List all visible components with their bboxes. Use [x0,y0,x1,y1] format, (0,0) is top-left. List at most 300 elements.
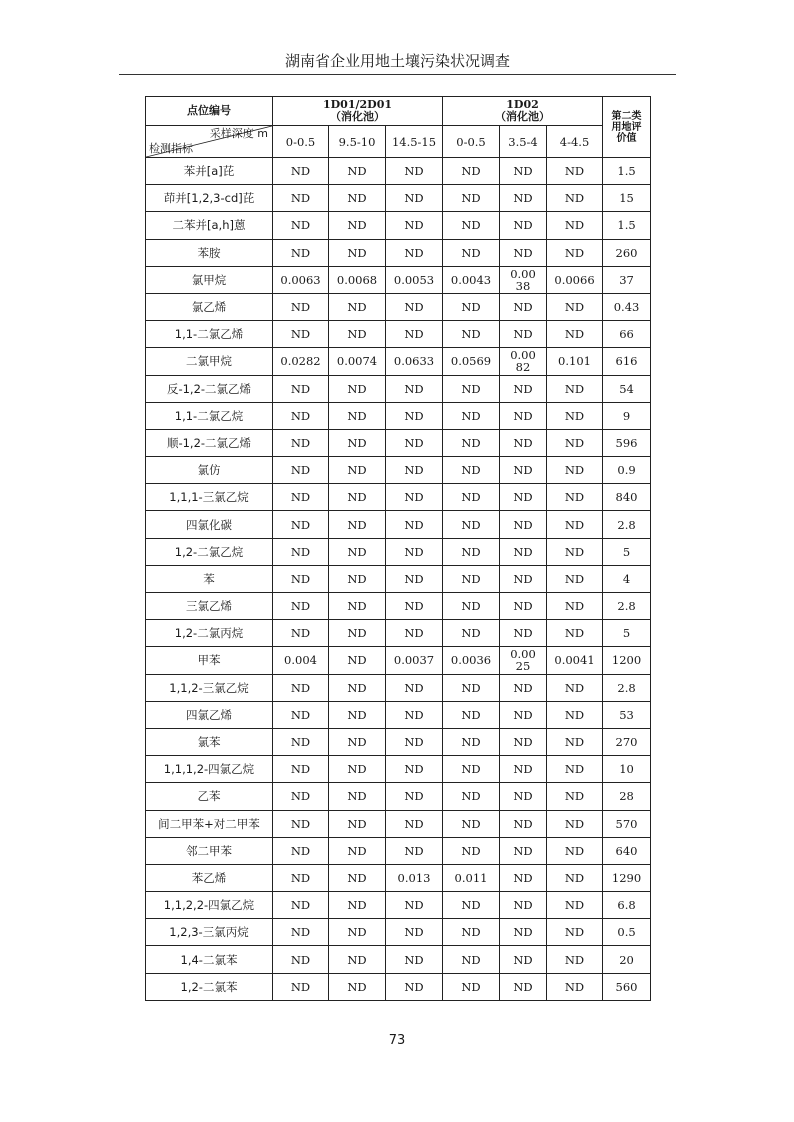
indicator-name: 茚并[1,2,3-cd]芘 [146,185,273,212]
table-row [146,239,651,266]
value-cell: ND [443,701,500,728]
value-cell: ND [329,973,386,1000]
group2-header [443,97,603,126]
value-cell: ND [500,457,547,484]
indicator-name: 1,2-二氯丙烷 [146,620,273,647]
value-cell: ND [500,701,547,728]
value-cell: 0.0037 [386,647,443,674]
value-cell: ND [273,429,329,456]
corner-label: 点位编号 [146,97,273,126]
value-cell: ND [443,484,500,511]
value-cell: 0.0074 [329,348,386,375]
table-row [146,375,651,402]
value-cell: 0.0043 [443,266,500,293]
value-cell: ND [329,538,386,565]
value-cell: ND [386,565,443,592]
table-row [146,756,651,783]
value-cell: ND [443,538,500,565]
header-row-1 [146,97,651,126]
table-row [146,946,651,973]
value-cell: ND [547,864,603,891]
value-cell: ND [443,946,500,973]
value-cell: ND [547,212,603,239]
value-cell [500,266,547,293]
depth-col-1: 0-0.5 [273,126,329,158]
table-row [146,266,651,293]
value-cell: ND [386,212,443,239]
value-cell: ND [547,457,603,484]
value-cell: ND [386,674,443,701]
value-cell: ND [500,973,547,1000]
value-cell: ND [329,158,386,185]
value-cell: ND [329,701,386,728]
value-cell: ND [386,701,443,728]
indicator-name: 氯甲烷 [146,266,273,293]
value-cell: ND [547,946,603,973]
table-row [146,457,651,484]
table-row [146,212,651,239]
standard-value-cell: 616 [603,348,651,375]
standard-value-cell: 1200 [603,647,651,674]
value-cell: ND [386,783,443,810]
value-cell: ND [273,810,329,837]
value-cell: ND [443,212,500,239]
value-cell: 0.0569 [443,348,500,375]
value-cell: ND [547,919,603,946]
standard-value-cell: 54 [603,375,651,402]
value-cell: ND [329,565,386,592]
standard-value-cell: 570 [603,810,651,837]
value-cell: ND [547,810,603,837]
value-text: 0.0082 [510,348,536,375]
standard-header-line2: 用地评 [611,121,642,133]
value-cell: ND [273,239,329,266]
value-cell: ND [547,402,603,429]
value-cell: ND [547,593,603,620]
standard-header-line1: 第二类 [611,110,642,122]
value-cell: ND [443,429,500,456]
value-cell: ND [273,158,329,185]
table-row [146,593,651,620]
indicator-name: 二苯并[a,h]蒽 [146,212,273,239]
value-cell: ND [500,484,547,511]
value-cell: ND [547,321,603,348]
indicator-name: 苯胺 [146,239,273,266]
table-row [146,620,651,647]
value-cell: ND [443,457,500,484]
value-cell: ND [547,701,603,728]
value-cell: ND [273,701,329,728]
depth-col-5: 3.5-4 [500,126,547,158]
indicator-name: 1,1,2,2-四氯乙烷 [146,892,273,919]
value-cell: ND [547,158,603,185]
value-cell: ND [386,756,443,783]
value-cell: ND [329,484,386,511]
indicator-name: 1,2,3-三氯丙烷 [146,919,273,946]
value-cell: ND [500,185,547,212]
table-row [146,674,651,701]
value-cell: ND [329,946,386,973]
indicator-name: 邻二甲苯 [146,837,273,864]
standard-value-cell: 53 [603,701,651,728]
indicator-name: 1,1-二氯乙烷 [146,402,273,429]
standard-value-cell: 260 [603,239,651,266]
table-row [146,321,651,348]
value-cell: ND [273,593,329,620]
value-cell: ND [273,837,329,864]
value-cell: ND [386,402,443,429]
depth-col-2: 9.5-10 [329,126,386,158]
indicator-name: 苯 [146,565,273,592]
value-cell: 0.0282 [273,348,329,375]
table-row [146,429,651,456]
depth-col-4: 0-0.5 [443,126,500,158]
value-cell: ND [443,756,500,783]
header-title: 湖南省企业用地土壤污染状况调查 [284,52,510,70]
standard-value-cell: 640 [603,837,651,864]
value-cell: ND [386,321,443,348]
value-cell: ND [329,756,386,783]
value-cell: ND [329,511,386,538]
value-cell: ND [500,293,547,320]
indicator-name: 1,2-二氯苯 [146,973,273,1000]
value-cell: ND [443,239,500,266]
group1-id: 1D01/2D01 [322,98,393,111]
value-cell: ND [500,783,547,810]
standard-value-cell: 20 [603,946,651,973]
value-cell: ND [386,239,443,266]
value-cell: ND [273,620,329,647]
value-cell: ND [547,620,603,647]
value-cell: ND [273,728,329,755]
value-text: 0.0038 [510,266,536,293]
indicator-name: 苯并[a]芘 [146,158,273,185]
value-cell: ND [386,973,443,1000]
group2-sub: （消化池） [495,110,551,123]
value-cell: ND [386,728,443,755]
value-cell: ND [273,538,329,565]
table-row [146,348,651,375]
value-cell: ND [329,864,386,891]
value-cell: ND [547,429,603,456]
value-cell: ND [329,212,386,239]
table-row [146,837,651,864]
group1-header [273,97,443,126]
table-row [146,973,651,1000]
value-cell: ND [273,511,329,538]
table-row [146,538,651,565]
standard-value-cell: 270 [603,728,651,755]
value-cell: ND [273,212,329,239]
indicator-name: 四氯乙烯 [146,701,273,728]
indicator-name: 苯乙烯 [146,864,273,891]
value-cell: ND [500,919,547,946]
indicator-name: 1,1,2-三氯乙烷 [146,674,273,701]
value-cell: ND [547,756,603,783]
value-cell: ND [329,728,386,755]
table-row [146,919,651,946]
value-cell: ND [500,239,547,266]
table-row [146,293,651,320]
value-cell: ND [500,756,547,783]
standard-value-cell: 15 [603,185,651,212]
value-cell: ND [500,674,547,701]
table-row [146,511,651,538]
table-row [146,647,651,674]
value-cell: ND [329,321,386,348]
standard-value-cell: 37 [603,266,651,293]
value-cell: ND [386,511,443,538]
value-cell: ND [273,185,329,212]
value-cell: ND [273,484,329,511]
value-cell: ND [547,674,603,701]
value-cell: ND [443,783,500,810]
standard-value-cell: 596 [603,429,651,456]
standard-value-cell: 2.8 [603,511,651,538]
indicator-name: 氯仿 [146,457,273,484]
value-cell: 0.011 [443,864,500,891]
header-row-2 [146,126,651,158]
indicator-name: 1,1,1,2-四氯乙烷 [146,756,273,783]
indicator-name: 四氯化碳 [146,511,273,538]
standard-value-cell: 5 [603,538,651,565]
value-cell: ND [329,293,386,320]
standard-value-cell: 4 [603,565,651,592]
standard-value-cell: 0.9 [603,457,651,484]
value-cell: ND [443,892,500,919]
value-cell: ND [386,919,443,946]
value-cell: ND [329,620,386,647]
value-cell: ND [500,402,547,429]
value-cell: ND [443,375,500,402]
value-cell: ND [443,158,500,185]
value-cell: ND [443,620,500,647]
value-cell: ND [386,593,443,620]
value-cell: ND [329,919,386,946]
indicator-name: 氯苯 [146,728,273,755]
value-cell: ND [547,728,603,755]
value-cell: 0.0066 [547,266,603,293]
standard-value-cell: 1.5 [603,158,651,185]
value-cell: ND [443,511,500,538]
value-cell: 0.0036 [443,647,500,674]
standard-value-cell: 2.8 [603,593,651,620]
results-table [145,96,651,1001]
value-cell: ND [273,402,329,429]
value-cell: ND [443,593,500,620]
value-text: 0.0025 [510,647,536,674]
value-cell: ND [547,973,603,1000]
value-cell: ND [329,429,386,456]
standard-value-cell: 840 [603,484,651,511]
value-cell: ND [443,837,500,864]
value-cell: ND [443,185,500,212]
value-cell: ND [273,973,329,1000]
value-cell: ND [386,158,443,185]
value-cell: ND [386,457,443,484]
value-cell: ND [273,864,329,891]
value-cell [500,647,547,674]
value-cell: ND [500,864,547,891]
value-cell: ND [386,429,443,456]
indicator-name: 间二甲苯+对二甲苯 [146,810,273,837]
indicator-name: 氯乙烯 [146,293,273,320]
indicator-axis-label: 检测指标 [149,142,193,155]
value-cell: ND [500,511,547,538]
standard-value-cell: 1290 [603,864,651,891]
value-cell: ND [329,402,386,429]
value-cell: ND [443,973,500,1000]
value-cell: 0.101 [547,348,603,375]
table-row [146,783,651,810]
table-row [146,185,651,212]
value-cell: ND [547,293,603,320]
value-cell: 0.013 [386,864,443,891]
table-row [146,892,651,919]
value-cell: ND [443,321,500,348]
value-cell: 0.0063 [273,266,329,293]
standard-value-cell: 9 [603,402,651,429]
standard-value-cell: 5 [603,620,651,647]
value-cell: ND [329,375,386,402]
value-cell: ND [443,728,500,755]
value-cell: ND [443,810,500,837]
value-cell: ND [273,293,329,320]
value-cell: ND [329,892,386,919]
value-cell: ND [500,810,547,837]
value-cell: ND [329,783,386,810]
value-cell: ND [547,511,603,538]
standard-value-cell: 0.5 [603,919,651,946]
table-row [146,864,651,891]
indicator-name: 1,2-二氯乙烷 [146,538,273,565]
value-cell: ND [500,620,547,647]
value-cell: ND [329,810,386,837]
indicator-name: 三氯乙烯 [146,593,273,620]
value-cell: ND [329,185,386,212]
value-cell: ND [273,919,329,946]
value-cell: ND [500,565,547,592]
value-cell: ND [500,946,547,973]
value-cell: ND [386,946,443,973]
standard-value-cell: 2.8 [603,674,651,701]
value-cell [500,348,547,375]
value-cell: ND [329,674,386,701]
table-row [146,402,651,429]
table-row [146,728,651,755]
table-row [146,158,651,185]
value-cell: ND [500,538,547,565]
indicator-name: 1,1-二氯乙烯 [146,321,273,348]
indicator-name: 甲苯 [146,647,273,674]
value-cell: ND [547,837,603,864]
value-cell: ND [329,457,386,484]
value-cell: ND [273,783,329,810]
standard-value-cell: 0.43 [603,293,651,320]
value-cell: ND [500,375,547,402]
value-cell: ND [386,892,443,919]
standard-value-cell: 560 [603,973,651,1000]
table-row [146,565,651,592]
indicator-name: 1,4-二氯苯 [146,946,273,973]
table-row [146,484,651,511]
value-cell: ND [329,837,386,864]
value-cell: ND [500,158,547,185]
value-cell: ND [500,892,547,919]
depth-col-3: 14.5-15 [386,126,443,158]
value-cell: ND [329,239,386,266]
value-cell: ND [273,674,329,701]
value-cell: ND [273,375,329,402]
value-cell: ND [500,837,547,864]
table-row [146,701,651,728]
group2-id: 1D02 [506,98,539,111]
value-cell: ND [386,484,443,511]
value-cell: 0.0041 [547,647,603,674]
value-cell: 0.0053 [386,266,443,293]
value-cell: ND [386,375,443,402]
standard-header-line3: 价值 [616,132,637,144]
value-cell: ND [443,565,500,592]
value-cell: ND [547,185,603,212]
value-cell: ND [500,728,547,755]
indicator-name: 反-1,2-二氯乙烯 [146,375,273,402]
value-cell: ND [386,810,443,837]
value-cell: ND [500,429,547,456]
standard-header [603,97,651,158]
standard-value-cell: 6.8 [603,892,651,919]
value-cell: ND [273,946,329,973]
diagonal-header-cell [146,126,273,158]
value-cell: ND [547,484,603,511]
value-cell: ND [329,647,386,674]
value-cell: ND [273,756,329,783]
standard-value-cell: 28 [603,783,651,810]
group1-sub: （消化池） [330,110,385,123]
depth-axis-label: 采样深度 m [209,127,268,140]
indicator-name: 乙苯 [146,783,273,810]
value-cell: ND [386,185,443,212]
value-cell: ND [500,321,547,348]
value-cell: ND [547,892,603,919]
standard-value-cell: 66 [603,321,651,348]
value-cell: ND [443,674,500,701]
value-cell: 0.004 [273,647,329,674]
indicator-name: 1,1,1-三氯乙烷 [146,484,273,511]
value-cell: ND [386,620,443,647]
value-cell: ND [443,293,500,320]
value-cell: 0.0633 [386,348,443,375]
value-cell: ND [500,593,547,620]
page-number: 73 [388,1033,406,1048]
value-cell: ND [547,375,603,402]
value-cell: ND [547,783,603,810]
value-cell: ND [273,565,329,592]
standard-value-cell: 1.5 [603,212,651,239]
table-row [146,810,651,837]
value-cell: ND [547,565,603,592]
value-cell: 0.0068 [329,266,386,293]
value-cell: ND [273,321,329,348]
value-cell: ND [273,457,329,484]
value-cell: ND [273,892,329,919]
value-cell: ND [547,239,603,266]
indicator-name: 二氯甲烷 [146,348,273,375]
page-header [119,48,676,75]
indicator-name: 顺-1,2-二氯乙烯 [146,429,273,456]
value-cell: ND [443,402,500,429]
value-cell: ND [500,212,547,239]
